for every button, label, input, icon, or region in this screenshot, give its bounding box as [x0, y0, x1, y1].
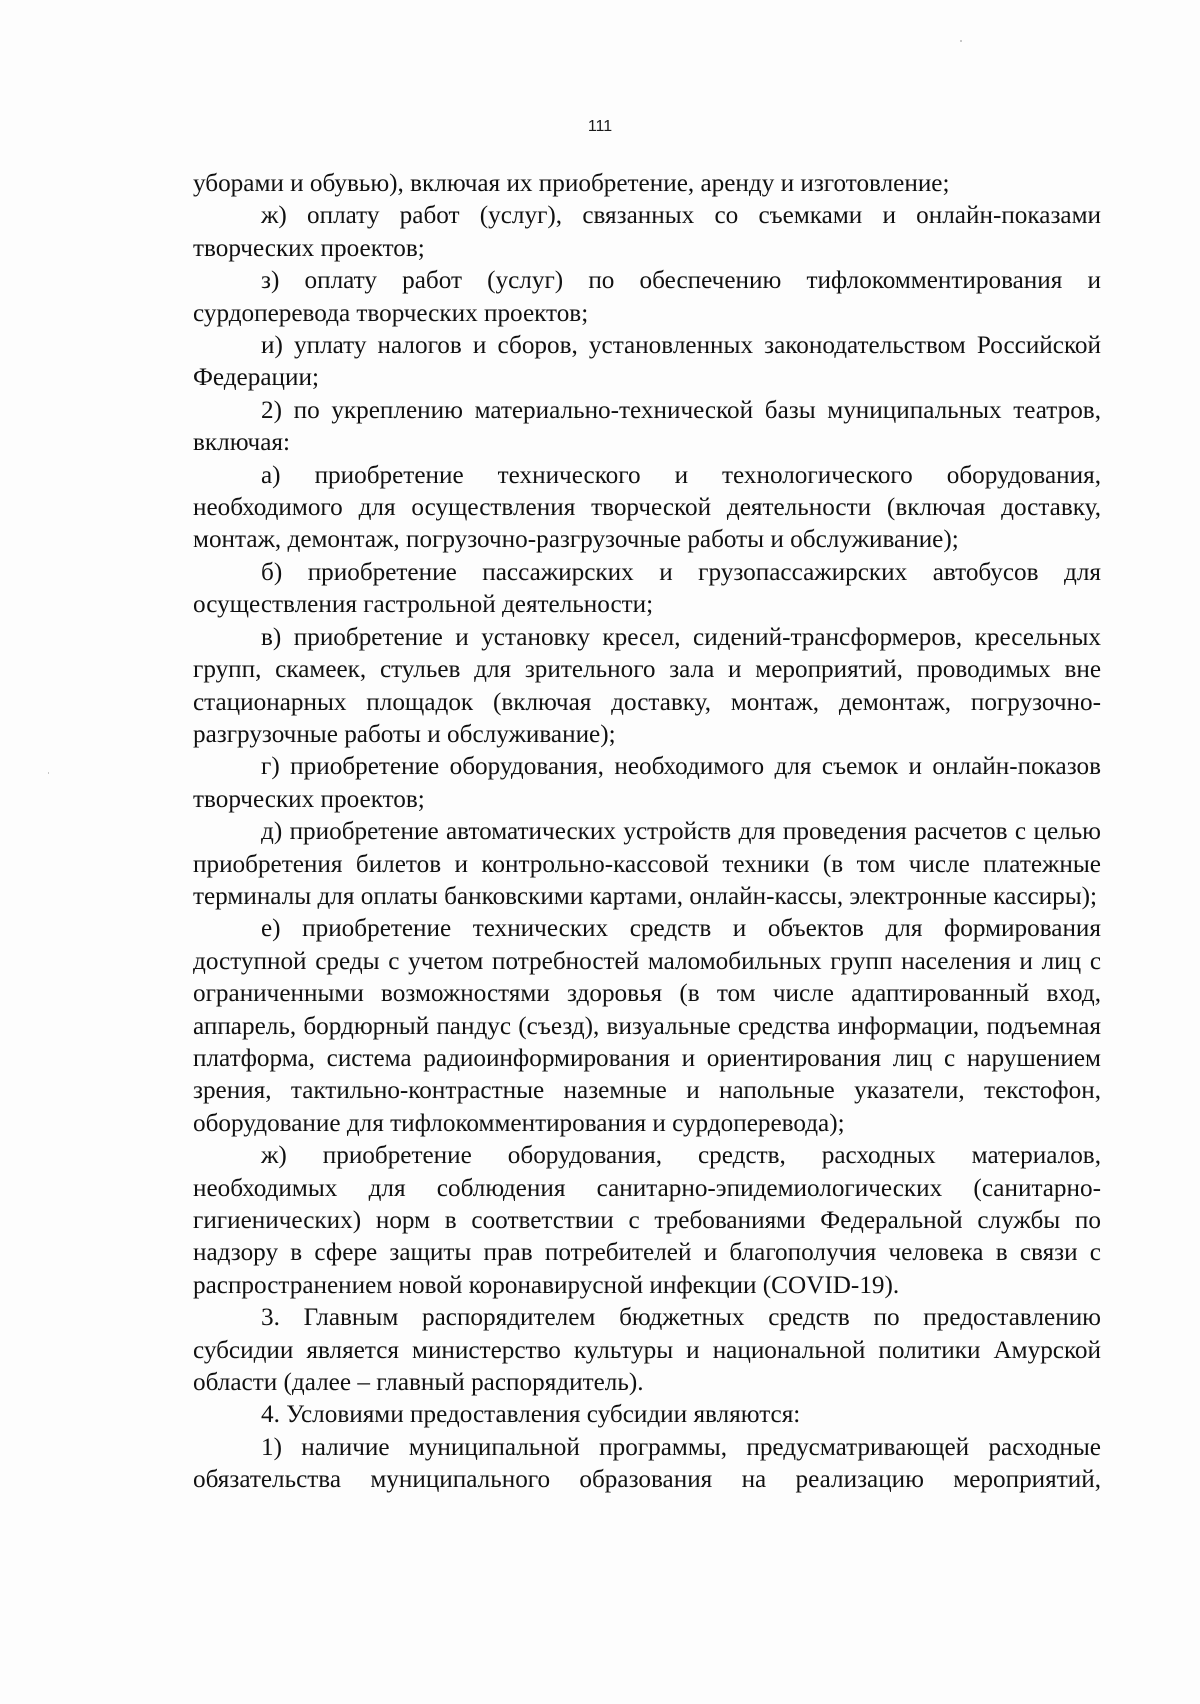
- paragraph: е) приобретение технических средств и объектов для формирования доступной среды с учетом потребностей маломобильных групп населения и лиц с ограниченными возможностями здоровья (в том числе адаптированный вход, аппарель, бордюрный пандус (съезд), визуальные средства информации, подъемная платформа, система радиоинформирования и ориентирования лиц с нарушением зрения, тактильно-контрастные наземные и напольные указатели, текстофон, оборудование для тифлокомментирования и сурдоперевода);: [193, 915, 1101, 1137]
- paragraph: 2) по укреплению материально-технической базы муниципальных театров, включая:: [193, 396, 1101, 457]
- paragraph: ж) приобретение оборудования, средств, расходных материалов, необходимых для соблюдения санитарно-эпидемиологических (санитарно-гигиенических) норм в соответствии с требованиями Федеральной службы по надзору в сфере защиты прав потребителей и благополучия человека в связи с распространением новой коронавирусной инфекции (COVID-19).: [193, 1142, 1101, 1299]
- paragraph: 3. Главным распорядителем бюджетных средств по предоставлению субсидии является министерство культуры и национальной политики Амурской области (далее – главный распорядитель).: [193, 1304, 1101, 1397]
- scan-speck: [48, 772, 49, 774]
- paragraph: з) оплату работ (услуг) по обеспечению тифлокомментирования и сурдоперевода творческих проектов;: [193, 267, 1101, 327]
- paragraph: в) приобретение и установку кресел, сидений-трансформеров, кресельных групп, скамеек, стульев для зрительного зала и мероприятий, проводимых вне стационарных площадок (включая доставку, монтаж, демонтаж, погрузочно-разгрузочные работы и обслуживание);: [193, 623, 1101, 748]
- page-number: 111: [587, 118, 613, 135]
- paragraph: д) приобретение автоматических устройств для проведения расчетов с целью приобретения билетов и контрольно-кассовой техники (в том числе платежные терминалы для оплаты банковскими картами, онлайн-кассы, электронные кассиры);: [193, 818, 1101, 910]
- paragraph: уборами и обувью), включая их приобретение, аренду и изготовление;: [193, 170, 950, 197]
- paragraph: г) приобретение оборудования, необходимого для съемок и онлайн-показов творческих проектов;: [193, 753, 1101, 813]
- scan-speck: [960, 40, 962, 42]
- paragraph: б) приобретение пассажирских и грузопассажирских автобусов для осуществления гастрольной деятельности;: [193, 558, 1101, 619]
- paragraph: 1) наличие муниципальной программы, предусматривающей расходные обязательства муниципального образования на реализацию мероприятий,: [193, 1433, 1101, 1494]
- paragraph: 4. Условиями предоставления субсидии являются:: [261, 1401, 801, 1429]
- paragraph: и) уплату налогов и сборов, установленных законодательством Российской Федерации;: [193, 332, 1101, 392]
- paragraph: ж) оплату работ (услуг), связанных со съемками и онлайн-показами творческих проектов;: [193, 202, 1101, 262]
- document-body: [193, 168, 1101, 1497]
- paragraph: а) приобретение технического и технологического оборудования, необходимого для осуществления творческой деятельности (включая доставку, монтаж, демонтаж, погрузочно-разгрузочные работы и обслуживание);: [193, 461, 1101, 554]
